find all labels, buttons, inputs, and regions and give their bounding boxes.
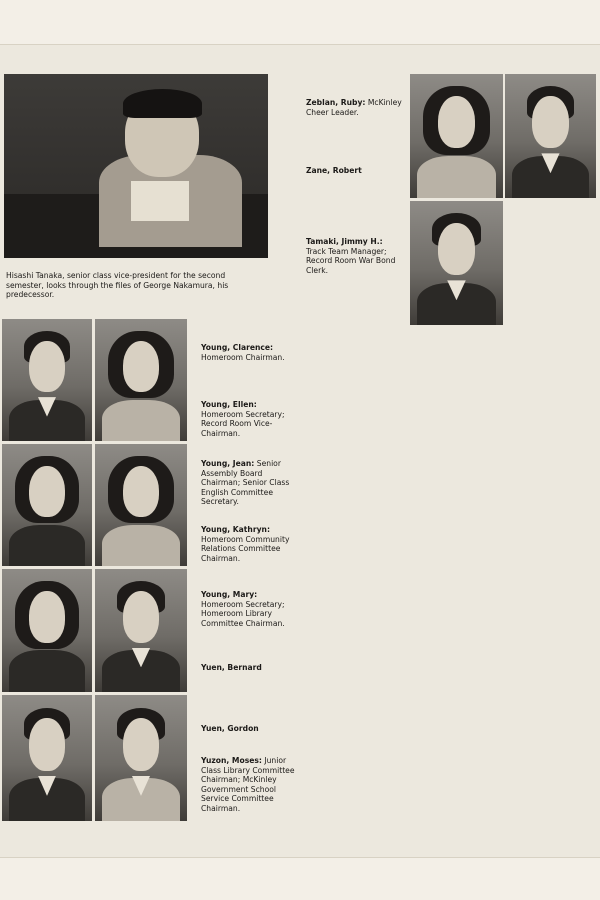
entry-young-clarence (201, 343, 297, 362)
entry-tamaki-jimmy (306, 237, 402, 275)
entry-desc: Homeroom Chairman. (201, 352, 285, 362)
portrait-young-kathryn (95, 444, 187, 566)
entry-young-mary (201, 590, 297, 628)
portrait-zeblan-ruby (410, 74, 503, 198)
entry-name: Young, Mary: (201, 590, 258, 599)
portrait-yuen-bernard (95, 569, 187, 692)
entry-name: Zeblan, Ruby: (306, 98, 366, 107)
entry-name: Zane, Robert (306, 166, 362, 175)
entry-name: Yuzon, Moses: (201, 756, 262, 765)
entry-name: Young, Jean: (201, 459, 255, 468)
entry-yuen-gordon (201, 724, 297, 734)
entry-desc: Junior Class Library Committee Chairman; McKinley Government School Service Committee Chairman. (201, 756, 295, 813)
portrait-yuen-gordon (2, 695, 92, 821)
portrait-young-clarence (2, 319, 92, 441)
entry-young-ellen (201, 400, 297, 438)
entry-yuzon-moses (201, 756, 297, 814)
entry-name: Young, Ellen: (201, 400, 257, 409)
entry-yuen-bernard (201, 663, 297, 673)
entry-name: Yuen, Gordon (201, 724, 259, 733)
portrait-young-ellen (95, 319, 187, 441)
yearbook-page (0, 44, 600, 858)
entry-name: Tamaki, Jimmy H.: (306, 237, 383, 246)
entry-name: Young, Kathryn: (201, 525, 270, 534)
portrait-tamaki-jimmy (410, 201, 503, 325)
entry-zeblan-ruby (306, 98, 406, 117)
entry-desc: McKinley Cheer Leader. (306, 98, 402, 117)
portrait-young-mary (2, 569, 92, 692)
entry-desc: Homeroom Community Relations Committee Chairman. (201, 534, 290, 563)
portrait-zane-robert (505, 74, 596, 198)
entry-young-jean (201, 459, 297, 507)
entry-desc: Homeroom Secretary; Homeroom Library Committee Chairman. (201, 599, 285, 628)
portrait-young-jean (2, 444, 92, 566)
feature-photo-caption: Hisashi Tanaka, senior class vice-president for the second semester, looks through the files of George Nakamura, his predecessor. (6, 271, 229, 300)
entry-desc: Homeroom Secretary; Record Room Vice-Chairman. (201, 409, 285, 438)
feature-photo (4, 74, 268, 258)
portrait-yuzon-moses (95, 695, 187, 821)
entry-desc: Track Team Manager; Record Room War Bond Clerk. (306, 246, 396, 275)
entry-desc: Senior Assembly Board Chairman; Senior Class English Committee Secretary. (201, 459, 290, 507)
entry-young-kathryn (201, 525, 297, 563)
entry-name: Yuen, Bernard (201, 663, 262, 672)
entry-name: Young, Clarence: (201, 343, 274, 352)
entry-zane-robert (306, 166, 406, 176)
